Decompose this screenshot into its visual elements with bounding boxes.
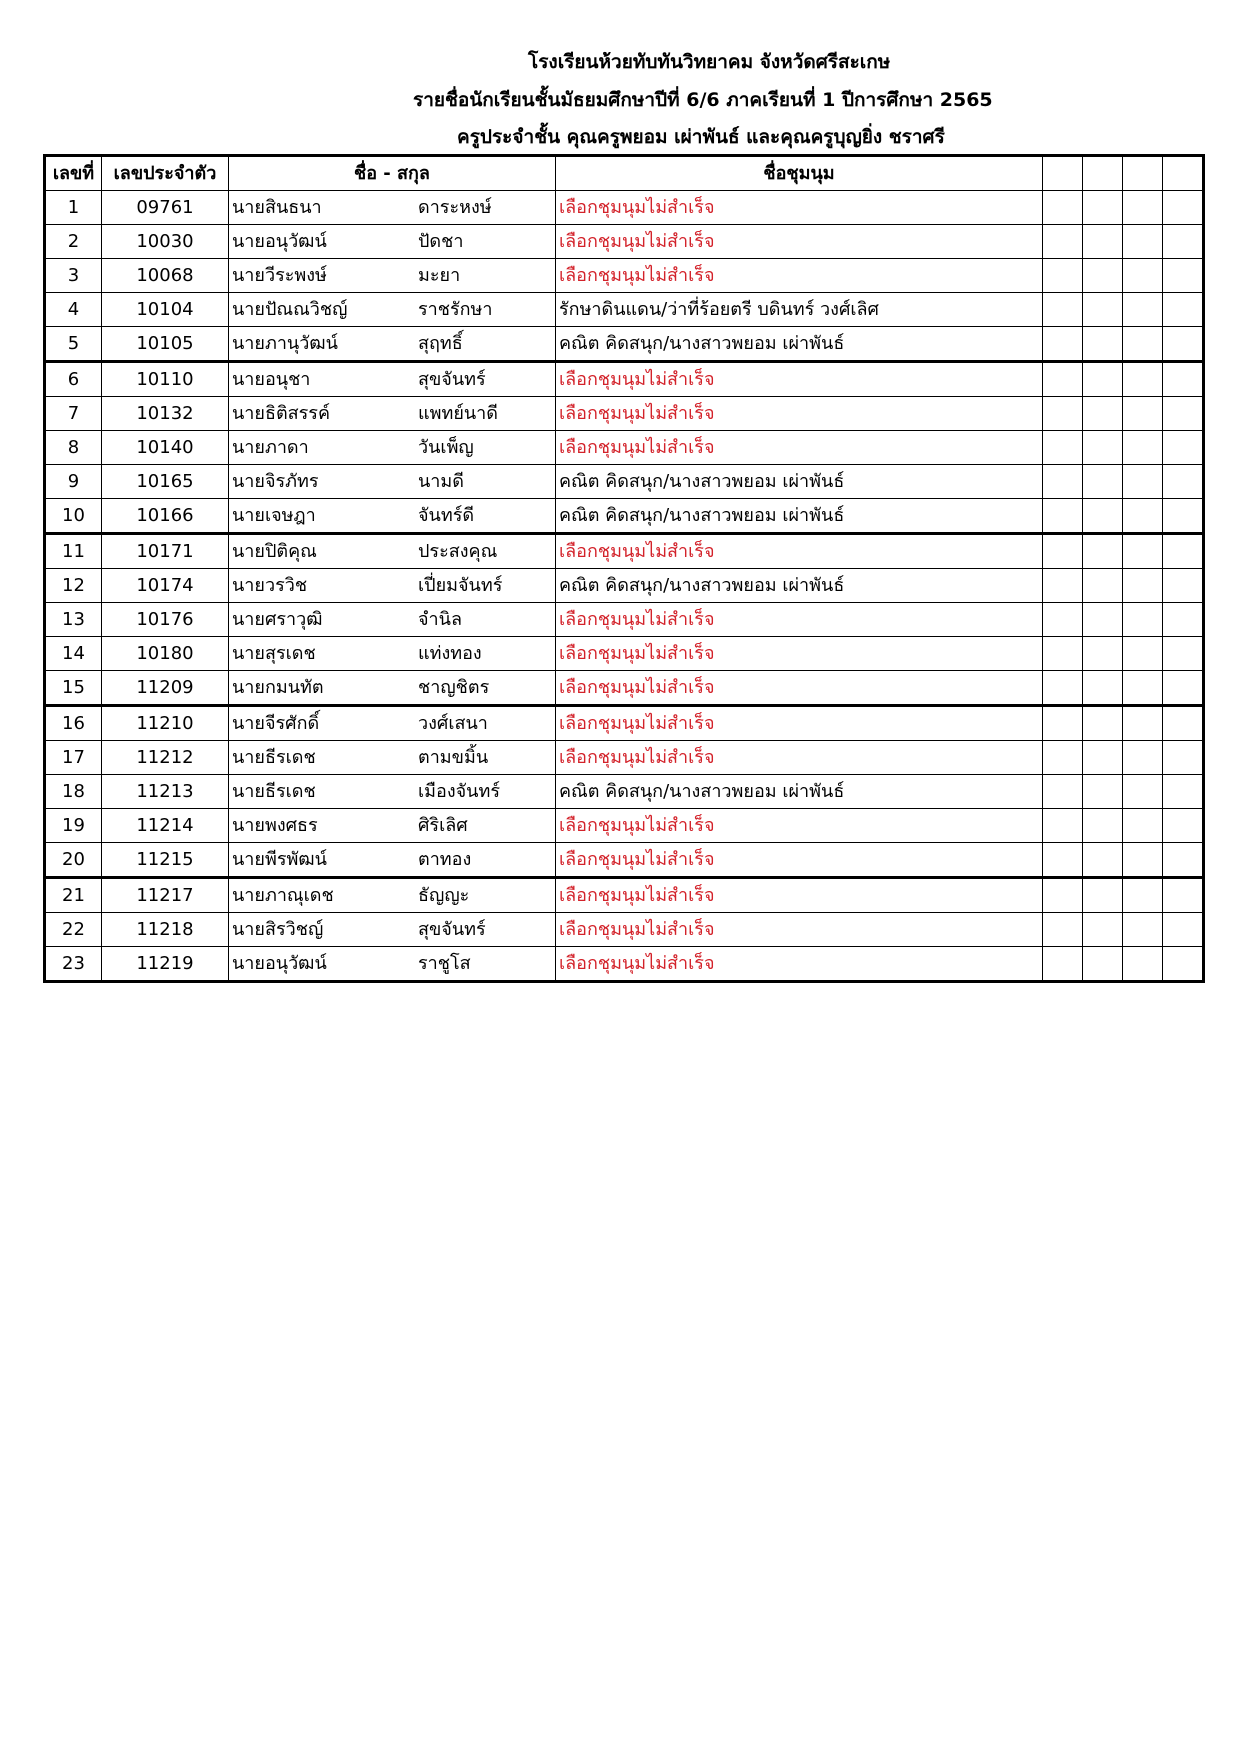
blank-check-cell <box>1123 741 1163 775</box>
blank-check-cell <box>1123 465 1163 499</box>
blank-check-cell <box>1163 603 1204 637</box>
blank-check-cell <box>1083 397 1123 431</box>
header-club: ชื่อชุมนุม <box>556 156 1043 191</box>
blank-check-cell <box>1083 671 1123 706</box>
student-id: 10140 <box>102 431 229 465</box>
student-first-name: นายวรวิช <box>229 569 416 603</box>
row-number: 14 <box>45 637 102 671</box>
student-last-name: ดาระหงษ์ <box>415 191 556 225</box>
student-id: 10171 <box>102 534 229 569</box>
student-last-name: ปัดชา <box>415 225 556 259</box>
club-name: เลือกชุมนุมไม่สำเร็จ <box>556 397 1043 431</box>
blank-check-cell <box>1123 397 1163 431</box>
student-last-name: สุฤทธิ์ <box>415 327 556 362</box>
club-name: เลือกชุมนุมไม่สำเร็จ <box>556 843 1043 878</box>
row-number: 17 <box>45 741 102 775</box>
student-last-name: วงศ์เสนา <box>415 706 556 741</box>
blank-check-cell <box>1123 225 1163 259</box>
blank-check-cell <box>1043 191 1083 225</box>
blank-check-cell <box>1043 671 1083 706</box>
student-first-name: นายธีรเดช <box>229 775 416 809</box>
blank-check-cell <box>1123 809 1163 843</box>
table-row <box>45 293 1204 327</box>
blank-check-cell <box>1123 878 1163 913</box>
row-number: 18 <box>45 775 102 809</box>
student-id: 11212 <box>102 741 229 775</box>
student-first-name: นายอนุชา <box>229 362 416 397</box>
student-id: 10104 <box>102 293 229 327</box>
blank-check-cell <box>1123 603 1163 637</box>
student-id: 10180 <box>102 637 229 671</box>
student-first-name: นายสิรวิชญ์ <box>229 913 416 947</box>
blank-check-cell <box>1163 465 1204 499</box>
blank-check-cell <box>1043 913 1083 947</box>
blank-check-cell <box>1123 362 1163 397</box>
row-number: 8 <box>45 431 102 465</box>
blank-check-cell <box>1043 259 1083 293</box>
blank-check-cell <box>1123 775 1163 809</box>
blank-check-cell <box>1163 259 1204 293</box>
blank-check-cell <box>1043 534 1083 569</box>
club-name: เลือกชุมนุมไม่สำเร็จ <box>556 913 1043 947</box>
blank-check-cell <box>1163 499 1204 534</box>
student-first-name: นายพงศธร <box>229 809 416 843</box>
student-first-name: นายสินธนา <box>229 191 416 225</box>
student-id: 10068 <box>102 259 229 293</box>
blank-check-cell <box>1043 397 1083 431</box>
blank-check-cell <box>1123 569 1163 603</box>
table-row <box>45 706 1204 741</box>
blank-check-cell <box>1163 706 1204 741</box>
blank-check-cell <box>1083 947 1123 982</box>
student-id: 10105 <box>102 327 229 362</box>
blank-check-cell <box>1123 913 1163 947</box>
table-header-row <box>45 156 1204 191</box>
blank-check-cell <box>1083 191 1123 225</box>
row-number: 19 <box>45 809 102 843</box>
blank-check-cell <box>1123 259 1163 293</box>
row-number: 21 <box>45 878 102 913</box>
blank-check-cell <box>1043 431 1083 465</box>
student-last-name: เปี่ยมจันทร์ <box>415 569 556 603</box>
row-number: 10 <box>45 499 102 534</box>
table-row <box>45 259 1204 293</box>
table-row <box>45 843 1204 878</box>
row-number: 2 <box>45 225 102 259</box>
student-last-name: ราชรักษา <box>415 293 556 327</box>
blank-check-cell <box>1163 534 1204 569</box>
blank-check-cell <box>1043 362 1083 397</box>
student-id: 09761 <box>102 191 229 225</box>
blank-check-cell <box>1123 431 1163 465</box>
table-row <box>45 362 1204 397</box>
student-first-name: นายภานุวัฒน์ <box>229 327 416 362</box>
blank-check-cell <box>1163 741 1204 775</box>
club-name: เลือกชุมนุมไม่สำเร็จ <box>556 637 1043 671</box>
blank-check-cell <box>1163 327 1204 362</box>
blank-check-cell <box>1163 843 1204 878</box>
student-id: 11210 <box>102 706 229 741</box>
blank-check-cell <box>1083 603 1123 637</box>
club-name: เลือกชุมนุมไม่สำเร็จ <box>556 259 1043 293</box>
student-last-name: แท่งทอง <box>415 637 556 671</box>
student-first-name: นายอนุวัฒน์ <box>229 225 416 259</box>
blank-check-cell <box>1123 293 1163 327</box>
student-last-name: วันเพ็ญ <box>415 431 556 465</box>
row-number: 12 <box>45 569 102 603</box>
student-first-name: นายสุรเดช <box>229 637 416 671</box>
student-id: 10166 <box>102 499 229 534</box>
club-name: เลือกชุมนุมไม่สำเร็จ <box>556 706 1043 741</box>
table-row <box>45 569 1204 603</box>
blank-check-cell <box>1163 569 1204 603</box>
blank-check-cell <box>1043 843 1083 878</box>
blank-check-cell <box>1043 327 1083 362</box>
student-last-name: แพทย์นาดี <box>415 397 556 431</box>
student-id: 11217 <box>102 878 229 913</box>
club-name: คณิต คิดสนุก/นางสาวพยอม เผ่าพันธ์ <box>556 569 1043 603</box>
blank-check-cell <box>1083 809 1123 843</box>
header-blank <box>1123 156 1163 191</box>
club-name: คณิต คิดสนุก/นางสาวพยอม เผ่าพันธ์ <box>556 327 1043 362</box>
blank-check-cell <box>1083 775 1123 809</box>
row-number: 22 <box>45 913 102 947</box>
student-id: 10132 <box>102 397 229 431</box>
blank-check-cell <box>1163 293 1204 327</box>
club-name: เลือกชุมนุมไม่สำเร็จ <box>556 947 1043 982</box>
blank-check-cell <box>1123 843 1163 878</box>
table-row <box>45 637 1204 671</box>
header-blank <box>1043 156 1083 191</box>
row-number: 9 <box>45 465 102 499</box>
table-row <box>45 397 1204 431</box>
student-id: 11219 <box>102 947 229 982</box>
table-row <box>45 809 1204 843</box>
table-row <box>45 465 1204 499</box>
blank-check-cell <box>1163 775 1204 809</box>
student-last-name: สุขจันทร์ <box>415 362 556 397</box>
header-blank <box>1083 156 1123 191</box>
student-first-name: นายภาณุเดช <box>229 878 416 913</box>
blank-check-cell <box>1163 225 1204 259</box>
blank-check-cell <box>1083 706 1123 741</box>
header-number: เลขที่ <box>45 156 102 191</box>
blank-check-cell <box>1043 947 1083 982</box>
table-row <box>45 947 1204 982</box>
blank-check-cell <box>1083 534 1123 569</box>
header-name: ชื่อ - สกุล <box>229 156 556 191</box>
blank-check-cell <box>1163 671 1204 706</box>
table-row <box>45 878 1204 913</box>
blank-check-cell <box>1163 878 1204 913</box>
blank-check-cell <box>1043 465 1083 499</box>
student-first-name: นายวีระพงษ์ <box>229 259 416 293</box>
blank-check-cell <box>1043 637 1083 671</box>
club-name: เลือกชุมนุมไม่สำเร็จ <box>556 225 1043 259</box>
student-id: 10030 <box>102 225 229 259</box>
club-name: คณิต คิดสนุก/นางสาวพยอม เผ่าพันธ์ <box>556 465 1043 499</box>
blank-check-cell <box>1083 465 1123 499</box>
blank-check-cell <box>1123 706 1163 741</box>
student-last-name: สุขจันทร์ <box>415 913 556 947</box>
blank-check-cell <box>1043 741 1083 775</box>
student-last-name: เมืองจันทร์ <box>415 775 556 809</box>
blank-check-cell <box>1123 499 1163 534</box>
blank-check-cell <box>1083 259 1123 293</box>
row-number: 6 <box>45 362 102 397</box>
club-name: เลือกชุมนุมไม่สำเร็จ <box>556 362 1043 397</box>
blank-check-cell <box>1083 362 1123 397</box>
club-name: รักษาดินแดน/ว่าที่ร้อยตรี บดินทร์ วงศ์เลิศ <box>556 293 1043 327</box>
blank-check-cell <box>1083 225 1123 259</box>
header-blank <box>1163 156 1204 191</box>
blank-check-cell <box>1123 534 1163 569</box>
student-id: 10176 <box>102 603 229 637</box>
club-name: คณิต คิดสนุก/นางสาวพยอม เผ่าพันธ์ <box>556 775 1043 809</box>
class-title: รายชื่อนักเรียนชั้นมัธยมศึกษาปีที่ 6/6 ภาคเรียนที่ 1 ปีการศึกษา 2565 <box>413 89 993 111</box>
blank-check-cell <box>1163 431 1204 465</box>
blank-check-cell <box>1043 499 1083 534</box>
table-row <box>45 534 1204 569</box>
row-number: 13 <box>45 603 102 637</box>
student-last-name: ชาญชิตร <box>415 671 556 706</box>
blank-check-cell <box>1163 362 1204 397</box>
club-name: เลือกชุมนุมไม่สำเร็จ <box>556 603 1043 637</box>
student-first-name: นายเจษฎา <box>229 499 416 534</box>
school-title: โรงเรียนห้วยทับทันวิทยาคม จังหวัดศรีสะเกษ <box>528 51 891 73</box>
blank-check-cell <box>1083 499 1123 534</box>
student-first-name: นายปิติคุณ <box>229 534 416 569</box>
blank-check-cell <box>1083 327 1123 362</box>
blank-check-cell <box>1043 775 1083 809</box>
blank-check-cell <box>1123 191 1163 225</box>
student-roster-table <box>43 154 1205 983</box>
student-id: 11218 <box>102 913 229 947</box>
table-row <box>45 225 1204 259</box>
student-last-name: จำนิล <box>415 603 556 637</box>
student-last-name: ตามขมิ้น <box>415 741 556 775</box>
student-last-name: ราชูโส <box>415 947 556 982</box>
blank-check-cell <box>1163 397 1204 431</box>
row-number: 3 <box>45 259 102 293</box>
blank-check-cell <box>1163 191 1204 225</box>
student-id: 10174 <box>102 569 229 603</box>
blank-check-cell <box>1123 637 1163 671</box>
student-first-name: นายปัณณวิชญ์ <box>229 293 416 327</box>
blank-check-cell <box>1083 913 1123 947</box>
blank-check-cell <box>1083 843 1123 878</box>
blank-check-cell <box>1043 225 1083 259</box>
club-name: เลือกชุมนุมไม่สำเร็จ <box>556 534 1043 569</box>
row-number: 7 <box>45 397 102 431</box>
student-id: 11213 <box>102 775 229 809</box>
blank-check-cell <box>1043 569 1083 603</box>
table-row <box>45 191 1204 225</box>
blank-check-cell <box>1043 293 1083 327</box>
student-first-name: นายธิติสรรค์ <box>229 397 416 431</box>
student-first-name: นายกมนทัต <box>229 671 416 706</box>
blank-check-cell <box>1083 741 1123 775</box>
row-number: 11 <box>45 534 102 569</box>
table-row <box>45 499 1204 534</box>
row-number: 20 <box>45 843 102 878</box>
header-student-id: เลขประจำตัว <box>102 156 229 191</box>
student-first-name: นายภาดา <box>229 431 416 465</box>
club-name: คณิต คิดสนุก/นางสาวพยอม เผ่าพันธ์ <box>556 499 1043 534</box>
table-row <box>45 603 1204 637</box>
row-number: 15 <box>45 671 102 706</box>
blank-check-cell <box>1083 637 1123 671</box>
club-name: เลือกชุมนุมไม่สำเร็จ <box>556 671 1043 706</box>
club-name: เลือกชุมนุมไม่สำเร็จ <box>556 431 1043 465</box>
blank-check-cell <box>1163 947 1204 982</box>
row-number: 16 <box>45 706 102 741</box>
student-first-name: นายอนุวัฒน์ <box>229 947 416 982</box>
blank-check-cell <box>1163 913 1204 947</box>
student-last-name: ธัญญะ <box>415 878 556 913</box>
blank-check-cell <box>1163 809 1204 843</box>
blank-check-cell <box>1043 603 1083 637</box>
student-first-name: นายจีรศักดิ์ <box>229 706 416 741</box>
student-first-name: นายศราวุฒิ <box>229 603 416 637</box>
blank-check-cell <box>1123 327 1163 362</box>
row-number: 5 <box>45 327 102 362</box>
student-last-name: นามดี <box>415 465 556 499</box>
blank-check-cell <box>1043 809 1083 843</box>
student-first-name: นายพีรพัฒน์ <box>229 843 416 878</box>
blank-check-cell <box>1043 878 1083 913</box>
student-id: 11215 <box>102 843 229 878</box>
student-last-name: ประสงคุณ <box>415 534 556 569</box>
blank-check-cell <box>1043 706 1083 741</box>
blank-check-cell <box>1083 431 1123 465</box>
table-row <box>45 913 1204 947</box>
row-number: 23 <box>45 947 102 982</box>
student-first-name: นายจิรภัทร <box>229 465 416 499</box>
student-first-name: นายธีรเดช <box>229 741 416 775</box>
table-row <box>45 327 1204 362</box>
blank-check-cell <box>1083 293 1123 327</box>
student-id: 11214 <box>102 809 229 843</box>
blank-check-cell <box>1123 671 1163 706</box>
table-row <box>45 671 1204 706</box>
student-last-name: มะยา <box>415 259 556 293</box>
blank-check-cell <box>1083 569 1123 603</box>
blank-check-cell <box>1123 947 1163 982</box>
club-name: เลือกชุมนุมไม่สำเร็จ <box>556 809 1043 843</box>
blank-check-cell <box>1083 878 1123 913</box>
club-name: เลือกชุมนุมไม่สำเร็จ <box>556 741 1043 775</box>
table-row <box>45 431 1204 465</box>
table-body <box>45 191 1204 982</box>
table-row <box>45 741 1204 775</box>
club-name: เลือกชุมนุมไม่สำเร็จ <box>556 878 1043 913</box>
student-id: 10165 <box>102 465 229 499</box>
student-last-name: ศิริเลิศ <box>415 809 556 843</box>
row-number: 4 <box>45 293 102 327</box>
blank-check-cell <box>1163 637 1204 671</box>
club-name: เลือกชุมนุมไม่สำเร็จ <box>556 191 1043 225</box>
student-last-name: จันทร์ดี <box>415 499 556 534</box>
student-id: 10110 <box>102 362 229 397</box>
table-row <box>45 775 1204 809</box>
teacher-title: ครูประจำชั้น คุณครูพยอม เผ่าพันธ์ และคุณครูบุญยิ่ง ชราศรี <box>457 126 945 148</box>
row-number: 1 <box>45 191 102 225</box>
student-last-name: ตาทอง <box>415 843 556 878</box>
student-id: 11209 <box>102 671 229 706</box>
